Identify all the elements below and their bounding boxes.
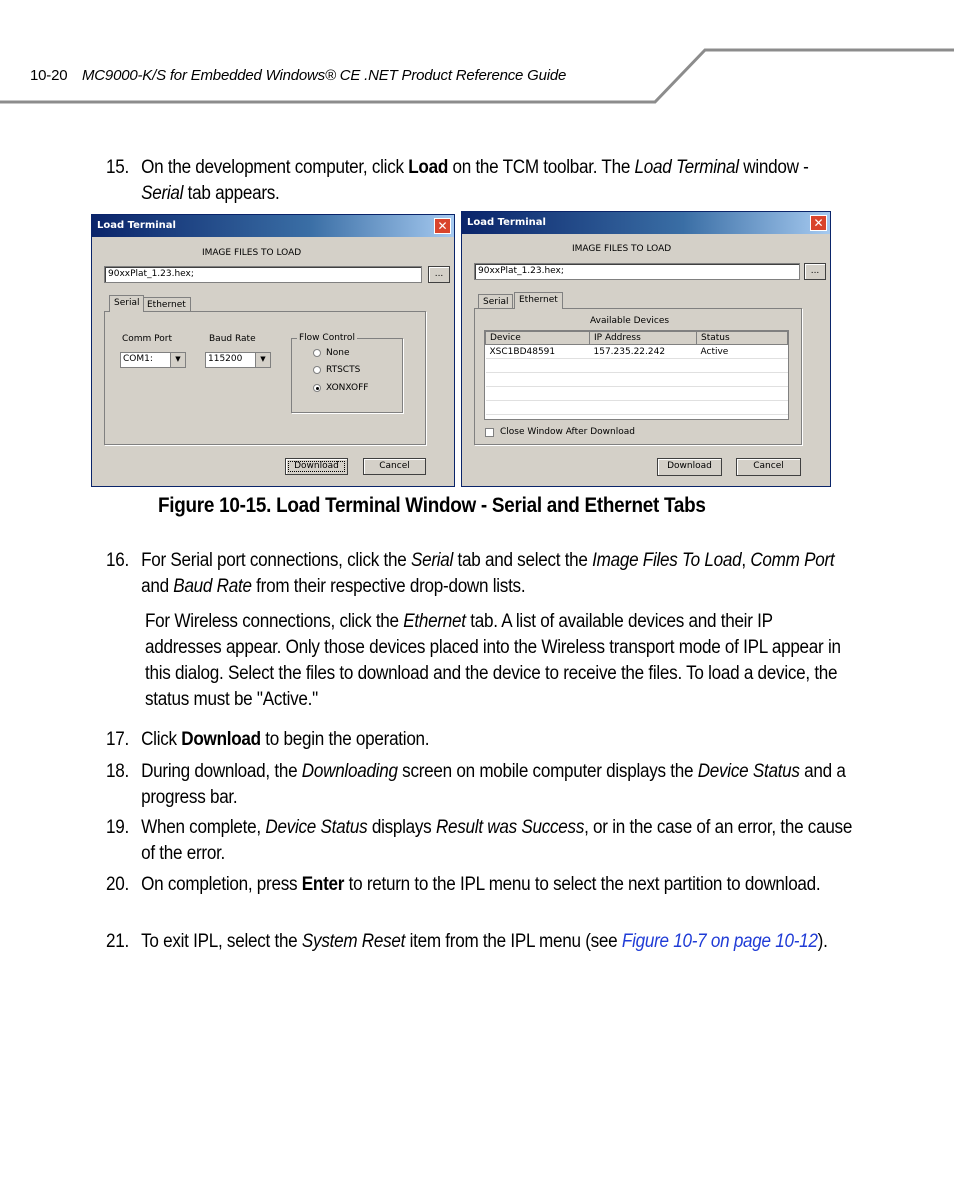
- chevron-down-icon: ▼: [255, 353, 270, 367]
- tab-serial[interactable]: Serial: [478, 294, 513, 309]
- device-list[interactable]: [484, 330, 789, 420]
- step-text: Click Download to begin the operation.: [141, 729, 430, 750]
- step-number: 15.: [106, 157, 129, 178]
- available-devices-label: Available Devices: [590, 316, 670, 326]
- tab-serial[interactable]: Serial: [109, 295, 144, 312]
- step-number: 21.: [106, 931, 129, 952]
- image-files-label: IMAGE FILES TO LOAD: [572, 244, 672, 254]
- load-terminal-ethernet-dialog: [461, 211, 831, 487]
- step-16-wireless-paragraph: For Wireless connections, click the Ethernet tab. A list of available devices and their IP addresses appear. Only those devices placed into the Wireless transport mode of IPL appear in this dialog. Select the files to download and the device to receive the files. To load a device, the status must be "Active.": [145, 611, 841, 710]
- baud-rate-select[interactable]: 115200 ▼: [205, 352, 271, 368]
- device-table: [485, 331, 788, 415]
- comm-port-select[interactable]: COM1: ▼: [120, 352, 186, 368]
- step-number: 17.: [106, 729, 129, 750]
- table-header-row: [486, 332, 788, 345]
- browse-button[interactable]: ...: [428, 266, 450, 283]
- header-rule: [0, 0, 954, 110]
- close-window-checkbox[interactable]: [485, 428, 494, 437]
- table-row-empty: [486, 373, 788, 387]
- figure-link[interactable]: Figure 10-7 on page 10-12: [621, 931, 818, 952]
- cell-ip: 157.235.22.242: [590, 345, 697, 359]
- dialog-title: Load Terminal: [467, 217, 546, 228]
- dialog-title: Load Terminal: [97, 220, 176, 231]
- step-text: For Serial port connections, click the Serial tab and select the Image Files To Load, Comm Port and Baud Rate from their respective drop-down lists.: [141, 550, 835, 597]
- comm-port-label: Comm Port: [122, 334, 173, 344]
- cell-status: Active: [697, 345, 788, 359]
- cancel-button[interactable]: Cancel: [736, 458, 801, 476]
- step-text: When complete, Device Status displays Result was Success, or in the case of an error, the cause of the error.: [141, 817, 853, 864]
- step-number: 20.: [106, 874, 129, 895]
- image-file-field[interactable]: 90xxPlat_1.23.hex;: [104, 266, 422, 283]
- table-row-empty: [486, 401, 788, 415]
- step-number: 16.: [106, 550, 129, 571]
- figure-caption: Figure 10-15. Load Terminal Window - Serial and Ethernet Tabs: [158, 494, 706, 517]
- col-status[interactable]: Status: [697, 332, 788, 345]
- radio-none[interactable]: [313, 349, 321, 357]
- col-device[interactable]: Device: [486, 332, 590, 345]
- table-row[interactable]: [486, 345, 788, 359]
- tab-ethernet[interactable]: Ethernet: [142, 297, 191, 312]
- radio-xonxoff-label: XONXOFF: [326, 383, 369, 393]
- close-icon[interactable]: ✕: [434, 218, 451, 234]
- radio-xonxoff[interactable]: [313, 384, 321, 392]
- download-button[interactable]: Download: [657, 458, 722, 476]
- close-icon[interactable]: ✕: [810, 215, 827, 231]
- baud-rate-label: Baud Rate: [209, 334, 256, 344]
- step-number: 19.: [106, 817, 129, 838]
- chevron-down-icon: ▼: [170, 353, 185, 367]
- radio-rtscts-label: RTSCTS: [326, 365, 361, 375]
- cell-device: XSC1BD48591: [486, 345, 590, 359]
- radio-rtscts[interactable]: [313, 366, 321, 374]
- close-window-label: Close Window After Download: [500, 427, 635, 437]
- radio-none-label: None: [326, 348, 350, 358]
- header-tab-shape: [0, 0, 954, 110]
- browse-button[interactable]: ...: [804, 263, 826, 280]
- load-terminal-serial-dialog: [91, 214, 455, 487]
- step-text: To exit IPL, select the System Reset item from the IPL menu (see Figure 10-7 on page 10-12).: [141, 931, 828, 952]
- col-ip[interactable]: IP Address: [590, 332, 697, 345]
- table-row-empty: [486, 359, 788, 373]
- cancel-button[interactable]: Cancel: [363, 458, 426, 475]
- flow-control-label: Flow Control: [299, 333, 355, 343]
- step-text: On completion, press Enter to return to the IPL menu to select the next partition to download.: [141, 874, 821, 895]
- image-file-field[interactable]: 90xxPlat_1.23.hex;: [474, 263, 800, 280]
- step-text: During download, the Downloading screen on mobile computer displays the Device Status and a progress bar.: [141, 761, 846, 808]
- guide-title: MC9000-K/S for Embedded Windows® CE .NET Product Reference Guide: [82, 67, 567, 84]
- step-text: On the development computer, click Load on the TCM toolbar. The Load Terminal window - Serial tab appears.: [141, 157, 809, 204]
- tab-ethernet[interactable]: Ethernet: [514, 292, 563, 309]
- page-number: 10-20: [30, 67, 68, 84]
- image-files-label: IMAGE FILES TO LOAD: [202, 248, 302, 258]
- table-row-empty: [486, 387, 788, 401]
- step-number: 18.: [106, 761, 129, 782]
- download-button[interactable]: Download: [285, 458, 348, 475]
